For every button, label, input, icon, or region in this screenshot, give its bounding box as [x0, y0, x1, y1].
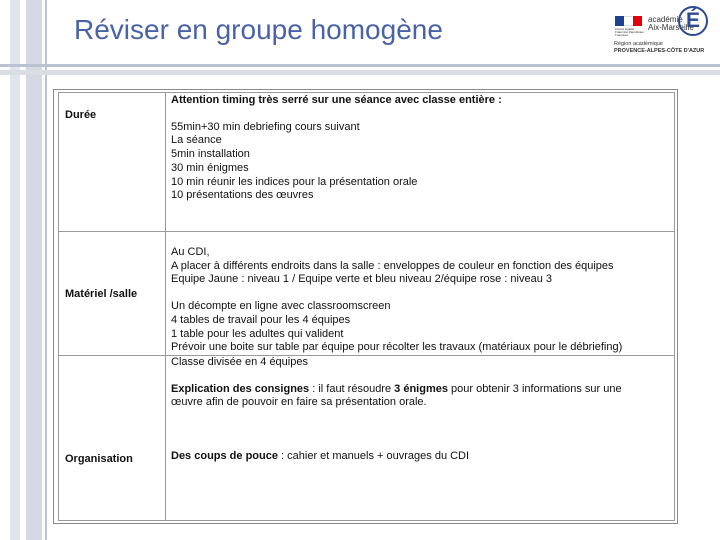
academie-name: académie Aix-Marseille — [648, 15, 694, 32]
row-label-materiel: Matériel /salle — [65, 288, 138, 300]
republique-francaise-text: Liberté Égalité Fraternité République Française — [615, 27, 644, 37]
academie-logo — [612, 4, 716, 56]
duree-line: La séance — [171, 134, 222, 147]
flag-icon — [615, 16, 642, 26]
region-label: Région académique — [614, 41, 663, 47]
row-label-organisation: Organisation — [65, 453, 133, 465]
academie-e-icon: É — [678, 6, 708, 36]
coups-de-pouce-line: Des coups de pouce : cahier et manuels + ouvrages du CDI — [171, 450, 470, 463]
row-content-materiel — [171, 246, 622, 355]
duree-heading: Attention timing très serré sur une séance avec classe entière : — [171, 94, 502, 106]
duree-line: 10 min réunir les indices pour la présentation orale — [171, 175, 418, 188]
row-label-duree: Durée — [65, 109, 97, 121]
materiel-line: Un décompte en ligne avec classroomscreen — [171, 300, 391, 313]
row-divider-bottom — [58, 520, 675, 521]
materiel-line: A placer à différents endroits dans la salle : enveloppes de couleur en fonction des équipes — [171, 259, 614, 272]
row-divider-1 — [58, 231, 675, 232]
duree-line: 5min installation — [171, 148, 250, 161]
materiel-line: Prévoir une boite sur table par équipe pour récolter les travaux (matériaux pour le débriefing) — [171, 341, 623, 354]
duree-line: 55min+30 min debriefing cours suivant — [171, 120, 360, 133]
frame-bar-line — [45, 0, 47, 540]
frame-rule-bottom — [0, 70, 720, 75]
activity-table — [53, 89, 678, 524]
consignes-line-2: œuvre afin de pouvoir en faire sa présentation orale. — [171, 396, 427, 409]
region-name: PROVENCE-ALPES-CÔTE D'AZUR — [614, 48, 705, 54]
row-content-organisation — [171, 356, 622, 464]
row-divider-top — [58, 92, 675, 93]
materiel-line: Equipe Jaune : niveau 1 / Equipe verte et bleu niveau 2/équipe rose : niveau 3 — [171, 273, 552, 286]
materiel-line: 1 table pour les adultes qui valident — [171, 327, 344, 340]
frame-rule-top — [0, 64, 720, 67]
duree-line: 10 présentations des œuvres — [171, 189, 314, 202]
organisation-line: Classe divisée en 4 équipes — [171, 356, 308, 368]
frame-bar-left — [10, 0, 20, 540]
row-content-duree — [171, 94, 502, 203]
table-border-right — [674, 92, 675, 521]
duree-line: 30 min énigmes — [171, 161, 249, 174]
materiel-line: Au CDI, — [171, 246, 210, 258]
slide-title: Réviser en groupe homogène — [74, 14, 443, 45]
consignes-line: Explication des consignes : il faut résoudre 3 énigmes pour obtenir 3 informations sur une — [171, 382, 622, 395]
frame-bar-mid — [26, 0, 42, 540]
materiel-line: 4 tables de travail pour les 4 équipes — [171, 313, 351, 326]
